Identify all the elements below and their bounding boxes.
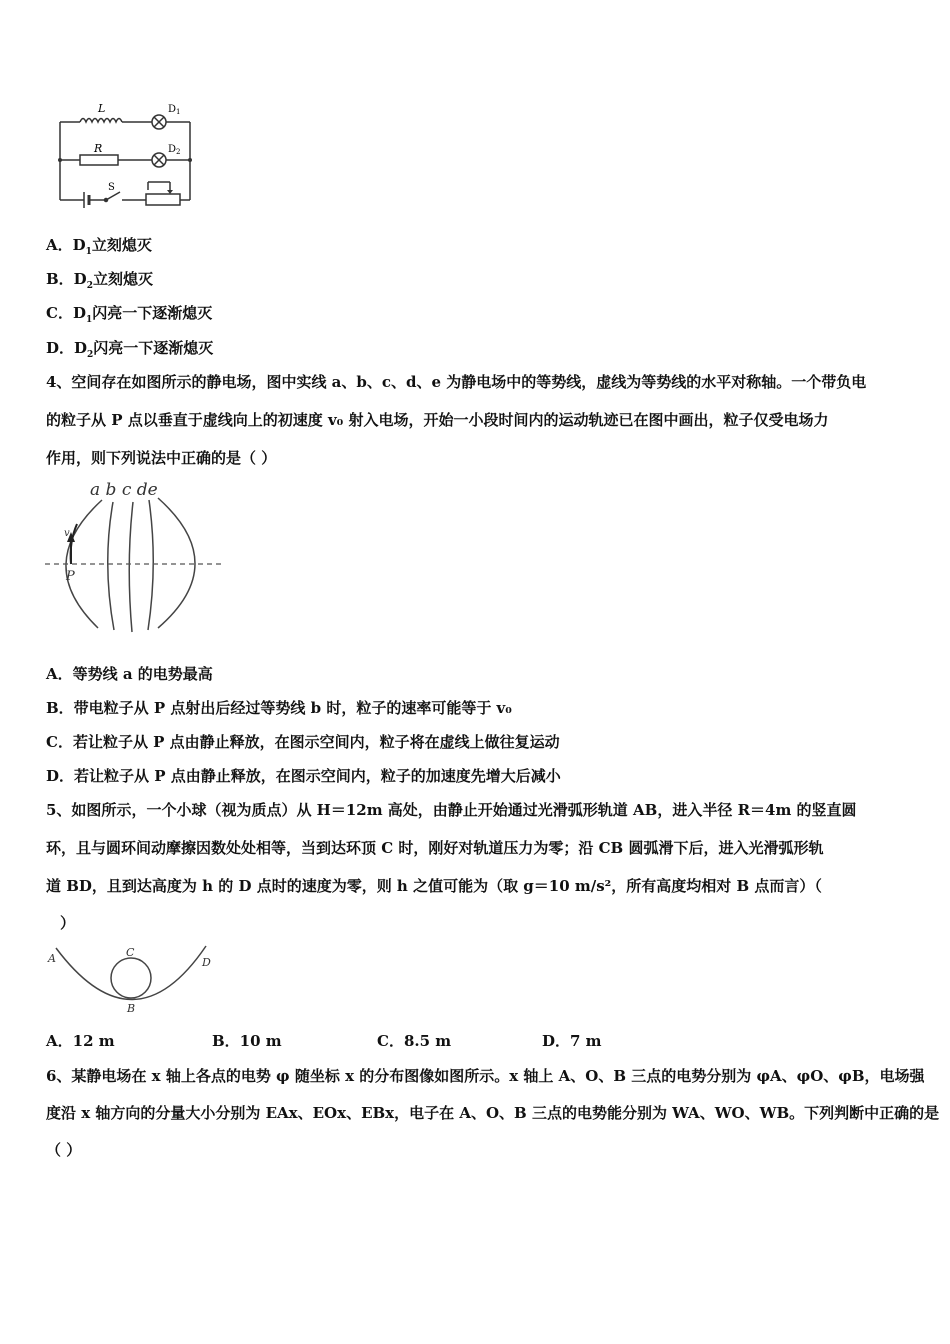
- q3-option-b: B．$D_2$立刻熄灭: [46, 270, 153, 291]
- q4-option-d: D．若让粒子从 P 点由静止释放，在图示空间内，粒子的加速度先增大后减小: [46, 767, 561, 785]
- q5-option-d: D．7 m: [542, 1032, 602, 1050]
- q6-stem-line1: 6、某静电场在 x 轴上各点的电势 φ 随坐标 x 的分布图像如图所示。x 轴上 A、O、B 三点的电势分别为 φA、φO、φB，电场强: [46, 1067, 925, 1085]
- q6-stem-line2: 度沿 x 轴方向的分量大小分别为 EAx、EOx、EBx，电子在 A、O、B 三点的电势能分别为 WA、WO、WB。下列判断中正确的是: [46, 1104, 940, 1122]
- q6-stem-line3: （ ）: [46, 1141, 82, 1159]
- equipotential-labels: a b c de: [90, 480, 158, 500]
- label-S: S: [108, 182, 115, 193]
- q5-stem-line4: ）: [60, 914, 76, 932]
- label-D1: $D_1$: [168, 104, 181, 116]
- q5-option-b: B．10 m: [212, 1032, 282, 1050]
- label-P: P: [66, 569, 75, 584]
- equipotential-figure: [40, 478, 230, 640]
- q4-option-c: C．若让粒子从 P 点由静止释放，在图示空间内，粒子将在虚线上做往复运动: [46, 733, 560, 751]
- q5-option-a: A．12 m: [46, 1032, 115, 1050]
- q4-option-a: A．等势线 a 的电势最高: [46, 665, 213, 683]
- q5-stem-line2: 环，且与圆环间动摩擦因数处处相等，当到达环顶 C 时，刚好对轨道压力为零；沿 CB 圆弧滑下后，进入光滑弧形轨: [46, 839, 824, 857]
- vertical-loop: [111, 958, 151, 998]
- q5-stem-line3: 道 BD，且到达高度为 h 的 D 点时的速度为零，则 h 之值可能为（取 g＝10 m/s²，所有高度均相对 B 点而言）（: [46, 877, 822, 895]
- label-D2: $D_2$: [168, 144, 181, 156]
- label-A: A: [48, 952, 56, 965]
- q3-option-a: A．$D_1$立刻熄灭: [46, 236, 152, 257]
- q4-stem-line2: 的粒子从 P 点以垂直于虚线向上的初速度 v₀ 射入电场，开始一小段时间内的运动轨迹已在图中画出，粒子仅受电场力: [46, 411, 829, 429]
- q3-option-c: C．$D_1$闪亮一下逐渐熄灭: [46, 304, 213, 325]
- q4-stem-line1: 4、空间存在如图所示的静电场，图中实线 a、b、c、d、e 为静电场中的等势线，虚线为等势线的水平对称轴。一个带负电: [46, 373, 867, 391]
- label-B: B: [127, 1002, 136, 1015]
- q4-option-b: B．带电粒子从 P 点射出后经过等势线 b 时，粒子的速率可能等于 v₀: [46, 699, 512, 717]
- label-v0: v: [64, 528, 70, 539]
- q5-option-c: C．8.5 m: [377, 1032, 452, 1050]
- q3-option-d: D．$D_2$闪亮一下逐渐熄灭: [46, 339, 214, 360]
- circuit-diagram: [50, 96, 200, 214]
- label-R: R: [94, 142, 103, 155]
- label-L: L: [98, 102, 106, 115]
- label-D: D: [202, 956, 211, 969]
- q4-stem-line3: 作用，则下列说法中正确的是（ ）: [46, 449, 277, 467]
- track-loop-figure: [44, 942, 219, 1018]
- q5-stem-line1: 5、如图所示，一个小球（视为质点）从 H＝12m 高处，由静止开始通过光滑弧形轨道 AB，进入半径 R＝4m 的竖直圆: [46, 801, 857, 819]
- label-C: C: [126, 946, 135, 959]
